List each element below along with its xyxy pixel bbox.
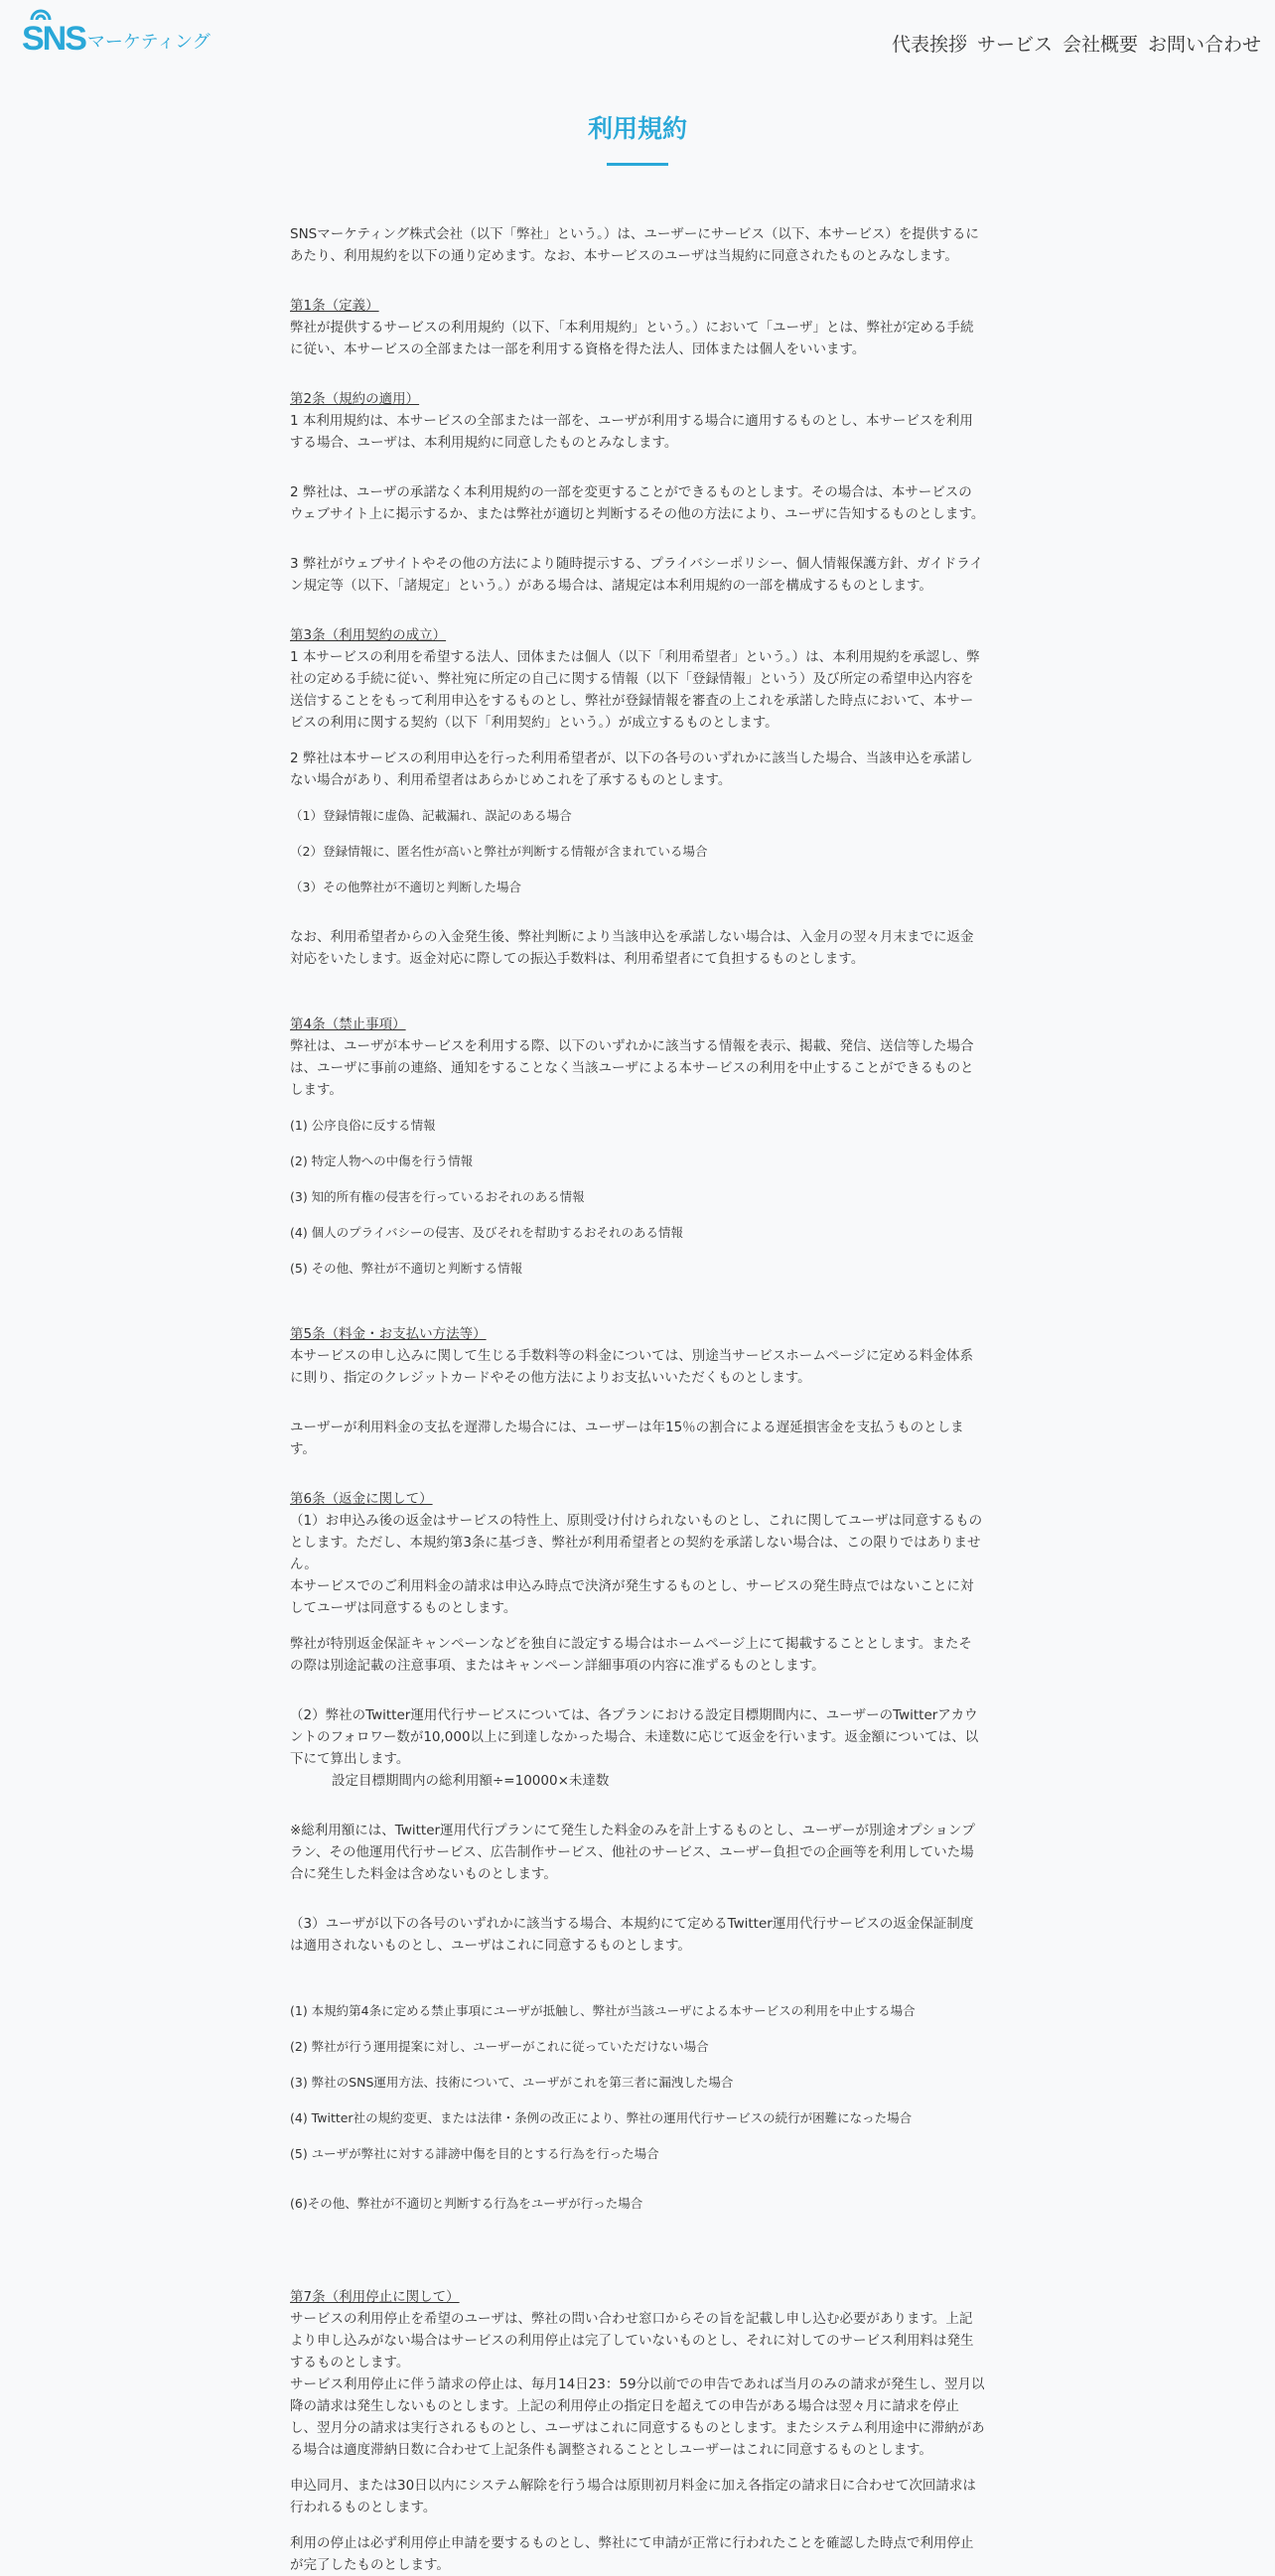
paragraph: 弊社が提供するサービスの利用規約（以下、「本利用規約」という。）において「ユーザ」とは、弊社が定める手続に従い、本サービスの全部または一部を利用する資格を得た法人、団体または個人をいいます。 xyxy=(290,320,974,357)
site-logo[interactable] xyxy=(22,20,211,58)
spacer xyxy=(290,597,985,624)
paragraph: 3 弊社がウェブサイトやその他の方法により随時提示する、プライバシーポリシー、個人情報保護方針、ガイドライン規定等（以下、「諸規定」という。）がある場合は、諸規定は本利用規約の一部を構成するものとします。 xyxy=(290,556,983,594)
paragraph: （1）お申込み後の返金はサービスの特性上、原則受け付けられないものとし、これに関してユーザは同意するものとします。ただし、本規約第3条に基づき、弊社が利用希望者との契約を承諾しない場合は、この限りではありません。 xyxy=(290,1513,983,1572)
spacer xyxy=(290,2129,985,2143)
section-heading: 第2条（規約の適用） xyxy=(290,391,420,407)
paragraph: 2 弊社は、ユーザの承諾なく本利用規約の一部を変更することができるものとします。その場合は、本サービスのウェブサイト上に掲示するか、または弊社が適切と判断するその他の方法により、ユーザに告知するものとします。 xyxy=(290,484,985,522)
spacer xyxy=(290,2022,985,2036)
spacer xyxy=(290,1389,985,1417)
page-title: 利用規約 xyxy=(587,114,687,143)
section-heading: 第3条（利用契約の成立） xyxy=(290,627,447,643)
paragraph: ※総利用額には、Twitter運用代行プランにて発生した料金のみを計上するものとし、ユーザーが別途オプションプラン、その他運用代行サービス、広告制作サービス、他社のサービス、ユーザー負担での企画等を利用していた場合に発生した料金は含めないものとします。 xyxy=(290,1823,975,1882)
paragraph: 2 弊社は本サービスの利用申込を行った利用希望者が、以下の各号のいずれかに該当した場合、当該申込を承諾しない場合があり、利用希望者はあらかじめこれを了承するものとします。 xyxy=(290,750,973,788)
list-item: (4) 個人のプライバシーの侵害、及びそれを幇助するおそれのある情報 xyxy=(290,1225,684,1240)
spacer xyxy=(290,970,985,1014)
list-item: （2）登録情報に、匿名性が高いと弊社が判断する情報が含まれている場合 xyxy=(290,844,708,859)
spacer xyxy=(290,1101,985,1115)
spacer xyxy=(290,1172,985,1186)
logo-sns-text: SNS xyxy=(22,20,85,58)
spacer xyxy=(290,1208,985,1222)
nav-company[interactable]: 会社概要 xyxy=(1062,34,1138,56)
spacer xyxy=(290,525,985,553)
paragraph: 弊社が特別返金保証キャンペーンなどを独自に設定する場合はホームページ上にて掲載することとします。またその際は別途記載の注意事項、またはキャンペーン詳細事項の内容に准ずるものとします。 xyxy=(290,1636,972,1674)
list-item: (5) ユーザが弊社に対する誹謗中傷を目的とする行為を行った場合 xyxy=(290,2146,659,2161)
spacer xyxy=(290,454,985,481)
spacer xyxy=(290,1280,985,1323)
paragraph: 弊社は、ユーザが本サービスを利用する際、以下のいずれかに該当する情報を表示、掲載、発信、送信等した場合は、ユーザに事前の連絡、通知をすることなく当該ユーザによる本サービスの利用を中止することができるものとします。 xyxy=(290,1038,974,1098)
spacer xyxy=(290,1244,985,1258)
section-heading: 第1条（定義） xyxy=(290,298,379,314)
list-item: (2) 弊社が行う運用提案に対し、ユーザーがこれに従っていただけない場合 xyxy=(290,2039,709,2054)
list-item: (1) 公序良俗に反する情報 xyxy=(290,1118,436,1133)
section-heading: 第4条（禁止事項） xyxy=(290,1017,406,1032)
spacer xyxy=(290,898,985,926)
spacer xyxy=(290,2461,985,2475)
paragraph: サービス利用停止に伴う請求の停止は、毎月14日23：59分以前での申告であれば当月のみの請求が発生し、翌月以降の請求は発生しないものとします。上記の利用停止の指定日を超えての申告がある場合は翌々月に請求を停止し、翌月分の請求は実行されるものとし、ユーザはこれに同意するものとします。またシステム利用途中に滞納がある場合は適度滞納日数に合わせて上記条件も調整されることとしユーザーはこれに同意するものとします。 xyxy=(290,2376,985,2458)
paragraph: 申込同月、または30日以内にシステム解除を行う場合は原則初月料金に加え各指定の請求日に合わせて次回請求は行われるものとします。 xyxy=(290,2478,976,2515)
spacer xyxy=(290,2518,985,2532)
section-heading: 第5条（料金・お支払い方法等） xyxy=(290,1326,487,1342)
paragraph: ユーザーが利用料金の支払を遅滞した場合には、ユーザーは年15％の割合による遅延損害金を支払うものとします。 xyxy=(290,1420,964,1457)
nav-contact[interactable]: お問い合わせ xyxy=(1147,34,1261,56)
list-item: （3）その他弊社が不適切と判断した場合 xyxy=(290,880,521,894)
spacer xyxy=(290,2094,985,2107)
spacer xyxy=(290,863,985,877)
list-item: (3) 弊社のSNS運用方法、技術について、ユーザがこれを第三者に漏洩した場合 xyxy=(290,2075,734,2090)
spacer xyxy=(290,734,985,747)
paragraph: （2）弊社のTwitter運用代行サービスについては、各プランにおける設定目標期間内に、ユーザーのTwitterアカウントのフォロワー数が10,000以上に到達しなかった場合、未達数に応じて返金を行います。返金額については、以下にて算出します。 xyxy=(290,1707,979,1767)
terms-content xyxy=(290,166,985,2576)
spacer xyxy=(290,1792,985,1820)
spacer xyxy=(290,1619,985,1633)
spacer xyxy=(290,827,985,841)
spacer xyxy=(290,2215,985,2258)
refund-formula: 設定目標期間内の総利用額÷=10000×未達数 xyxy=(332,1773,610,1789)
list-item: （1）登録情報に虚偽、記載漏れ、誤記のある場合 xyxy=(290,808,572,823)
list-item: (3) 知的所有権の侵害を行っているおそれのある情報 xyxy=(290,1189,585,1204)
spacer xyxy=(290,360,985,388)
logo-mark xyxy=(22,20,85,58)
spacer xyxy=(290,1957,985,2000)
paragraph: 本サービスの申し込みに関して生じる手数料等の料金については、別途当サービスホームページに定める料金体系に則り、指定のクレジットカードやその他方法によりお支払いいただくものとします。 xyxy=(290,1348,973,1386)
list-item: (6)その他、弊社が不適切と判断する行為をユーザが行った場合 xyxy=(290,2196,643,2211)
spacer xyxy=(290,2058,985,2072)
section-heading: 第7条（利用停止に関して） xyxy=(290,2289,460,2305)
paragraph: サービスの利用停止を希望のユーザは、弊社の問い合わせ窓口からその旨を記載し申し込む必要があります。上記より申し込みがない場合はサービスの利用停止は完了していないものとし、それに対してのサービス利用料は発生するものとします。 xyxy=(290,2311,974,2371)
list-item: (5) その他、弊社が不適切と判断する情報 xyxy=(290,1261,523,1276)
paragraph: SNSマーケティング株式会社（以下「弊社」という。）は、ユーザーにサービス（以下、本サービス）を提供するにあたり、利用規約を以下の通り定めます。なお、本サービスのユーザは当規約に同意されたものとみなします。 xyxy=(290,226,979,264)
list-item: (1) 本規約第4条に定める禁止事項にユーザが抵触し、弊社が当該ユーザによる本サービスの利用を中止する場合 xyxy=(290,2003,916,2018)
spacer xyxy=(290,2258,985,2286)
wifi-arc-icon xyxy=(30,8,52,22)
spacer xyxy=(290,2165,985,2193)
paragraph: 利用の停止は必ず利用停止申請を要するものとし、弊社にて申請が正常に行われたことを確認した時点で利用停止が完了したものとします。 xyxy=(290,2535,974,2573)
spacer xyxy=(290,1460,985,1488)
section-heading: 第6条（返金に関して） xyxy=(290,1491,433,1507)
paragraph: 本サービスでのご利用料金の請求は申込み時点で決済が発生するものとし、サービスの発生時点ではないことに対してユーザは同意するものとします。 xyxy=(290,1578,974,1616)
list-item: (2) 特定人物への中傷を行う情報 xyxy=(290,1153,474,1168)
spacer xyxy=(290,1885,985,1913)
paragraph: なお、利用希望者からの入金発生後、弊社判断により当該申込を承諾しない場合は、入金月の翌々月末までに返金対応をいたします。返金対応に際しての振込手数料は、利用希望者にて負担するものとします。 xyxy=(290,929,974,967)
nav-greeting[interactable]: 代表挨拶 xyxy=(891,34,967,56)
site-header xyxy=(0,0,1275,99)
list-item: (4) Twitter社の規約変更、または法律・条例の改正により、弊社の運用代行サービスの続行が困難になった場合 xyxy=(290,2110,913,2125)
spacer xyxy=(290,267,985,295)
paragraph: 1 本サービスの利用を希望する法人、団体または個人（以下「利用希望者」という。）は、本利用規約を承認し、弊社の定める手続に従い、弊社宛に所定の自己に関する情報（以下「登録情報」という）及び所定の希望申込内容を送信することをもって利用申込をするものとし、弊社が登録情報を審査の上これを承諾した時点において、本サービスの利用に関する契約（以下「利用契約」という。）が成立するものとします。 xyxy=(290,649,980,731)
logo-marketing-text: マーケティング xyxy=(86,32,211,53)
paragraph: 1 本利用規約は、本サービスの全部または一部を、ユーザが利用する場合に適用するものとし、本サービスを利用する場合、ユーザは、本利用規約に同意したものとみなします。 xyxy=(290,413,973,451)
main-nav xyxy=(892,30,1261,57)
spacer xyxy=(290,1137,985,1151)
spacer xyxy=(290,1677,985,1704)
nav-services[interactable]: サービス xyxy=(976,34,1053,56)
paragraph: （3）ユーザが以下の各号のいずれかに該当する場合、本規約にて定めるTwitter運用代行サービスの返金保証制度は適用されないものとし、ユーザはこれに同意するものとします。 xyxy=(290,1916,974,1954)
spacer xyxy=(290,791,985,805)
